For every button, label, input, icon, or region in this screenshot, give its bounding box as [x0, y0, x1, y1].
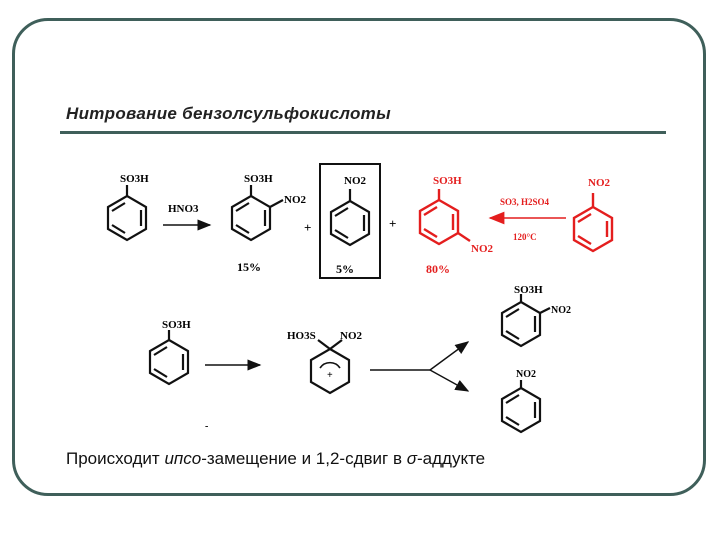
reactant-so3h-label: SO3H — [120, 173, 149, 185]
reverse-reagents: SO3, H2SO4 — [500, 197, 550, 207]
caption-suffix: -аддукте — [417, 449, 486, 468]
caption-sigma: σ — [406, 449, 417, 468]
adduct-no2-label: NO2 — [340, 330, 362, 342]
ortho-so3h-label: SO3H — [244, 173, 273, 185]
sigma-adduct — [311, 340, 349, 393]
top-no2-label: NO2 — [551, 305, 571, 316]
bottom-no2-label: NO2 — [516, 369, 536, 380]
branch-arrow-down — [430, 370, 468, 391]
boxed-yield: 5% — [336, 262, 354, 276]
plus-sign-2: + — [389, 216, 397, 231]
caption-middle: -замещение и 1,2-сдвиг в — [201, 449, 407, 468]
ortho-no2-label: NO2 — [284, 194, 306, 206]
start-nitrobenzene — [574, 193, 612, 251]
start-no2-label: NO2 — [588, 177, 610, 189]
product-nitrobenzene — [331, 189, 369, 245]
slide-caption — [66, 449, 485, 469]
meta-no2-label: NO2 — [471, 243, 493, 255]
top-so3h-label: SO3H — [514, 284, 543, 296]
reverse-temperature: 120°C — [513, 232, 537, 242]
reactant-benzenesulfonic-acid — [108, 185, 146, 240]
reactant2-benzenesulfonic-acid — [150, 330, 188, 384]
caption-prefix: Происходит — [66, 449, 165, 468]
product-ortho-nitro — [232, 185, 283, 240]
adduct-charge: + — [327, 370, 333, 381]
product-meta-nitro — [420, 189, 470, 244]
stray-mark: - — [205, 421, 209, 432]
product-2-nitro-acid — [502, 294, 550, 346]
slide-title: Нитрование бензолсульфокислоты — [66, 104, 391, 123]
caption-italic: ипсо — [164, 449, 202, 468]
reactant2-so3h-label: SO3H — [162, 319, 191, 331]
reagent-hno3-label: HNO3 — [168, 203, 199, 215]
plus-sign-1: + — [304, 220, 312, 235]
boxed-no2-label: NO2 — [344, 175, 366, 187]
branch-arrow-up — [430, 342, 468, 370]
ortho-yield: 15% — [237, 260, 261, 274]
product-nitrobenzene-2 — [502, 380, 540, 432]
meta-so3h-label: SO3H — [433, 175, 462, 187]
meta-yield: 80% — [426, 262, 450, 276]
adduct-ho3s-label: HO3S — [287, 330, 316, 342]
